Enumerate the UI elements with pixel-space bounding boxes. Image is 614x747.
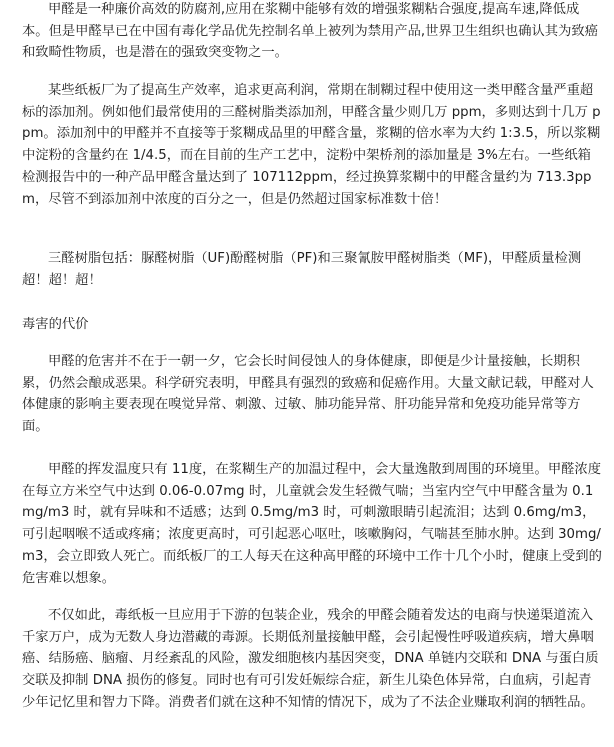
paragraph-volatility-concentration: 甲醛的挥发温度只有 11度，在浆糊生产的加温过程中，会大量逸散到周围的环境里。甲醛浓度在每立方米空气中达到 0.06-0.07mg 时，儿童就会发生轻微气喘；当室内空气中甲醛含量为 0.1mg/m3 时，就有异味和不适感；达到 0.5mg/m3 时，可刺激眼睛引起流泪；达到 0.6mg/m3，可引起咽喉不适或疼痛；浓度更高时，可引起恶心呕吐，咳嗽胸闷，气喘甚至肺水肿。达到 30mg/m3，会立即致人死亡。而纸板厂的工人每天在这种高甲醛的环境中工作十几个小时，健康上受到的危害难以想象。 — [22, 462, 602, 586]
paragraph-paperboard-factories: 某些纸板厂为了提高生产效率，追求更高利润，常期在制糊过程中使用这一类甲醛含量严重超标的添加剂。例如他们最常使用的三醛树脂类添加剂，甲醛含量少则几万 ppm，多则达到十几万 ppm。添加剂中的甲醛并不直接等于浆糊成品里的甲醛含量，浆糊的倍水率为大约 1:3.5，所以浆糊中淀粉的含量约在 1/4.5，而在目前的生产工艺中，淀粉中架桥剂的添加量是 3%左右。一些纸箱检测报告中的一种产品甲醛含量达到了 107112ppm，经过换算浆糊中的甲醛含量约为 713.3ppm，尽管不到添加剂中浓度的百分之一，但是仍然超过国家标准数十倍！ — [22, 83, 601, 207]
paragraph-formaldehyde-intro: 甲醛是一种廉价高效的防腐剂,应用在浆糊中能够有效的增强浆糊粘合强度,提高车速,降低成本。但是甲醛早已在中国有毒化学品优先控制名单上被列为禁用产品,世界卫生组织也确认其为致癌和致畸性物质，也是潜在的强致突变物之一。 — [22, 2, 598, 61]
section-heading: 毒害的代价 — [22, 317, 89, 332]
paragraph-resin-types: 三醛树脂包括：脲醛树脂（UF)酚醛树脂（PF)和三聚氰胺甲醛树脂类（MF)，甲醛质量检测超！超！超！ — [22, 251, 582, 288]
paragraph-health-harm: 甲醛的危害并不在于一朝一夕，它会长时间侵蚀人的身体健康，即便是少计量接触，长期积累，仍然会酿成恶果。科学研究表明，甲醛具有强烈的致癌和促癌作用。大量文献记载，甲醛对人体健康的影响主要表现在嗅觉异常、刺激、过敏、肺功能异常、肝功能异常和免疫功能异常等方面。 — [22, 354, 594, 435]
paragraph-downstream-impact: 不仅如此，毒纸板一旦应用于下游的包装企业，残余的甲醛会随着发达的电商与快递渠道流入千家万户，成为无数人身边潜藏的毒源。长期低剂量接触甲醛，会引起慢性呼吸道疾病，增大鼻咽癌、结肠癌、脑瘤、月经紊乱的风险，激发细胞核内基因突变，DNA 单链内交联和 DNA 与蛋白质交联及抑制 DNA 损伤的修复。同时也有可引发妊娠综合症，新生儿染色体异常，白血病，引起青少年记忆里和智力下降。消费者们就在这种不知情的情况下，成为了不法企业赚取利润的牺牲品。 — [22, 608, 599, 710]
